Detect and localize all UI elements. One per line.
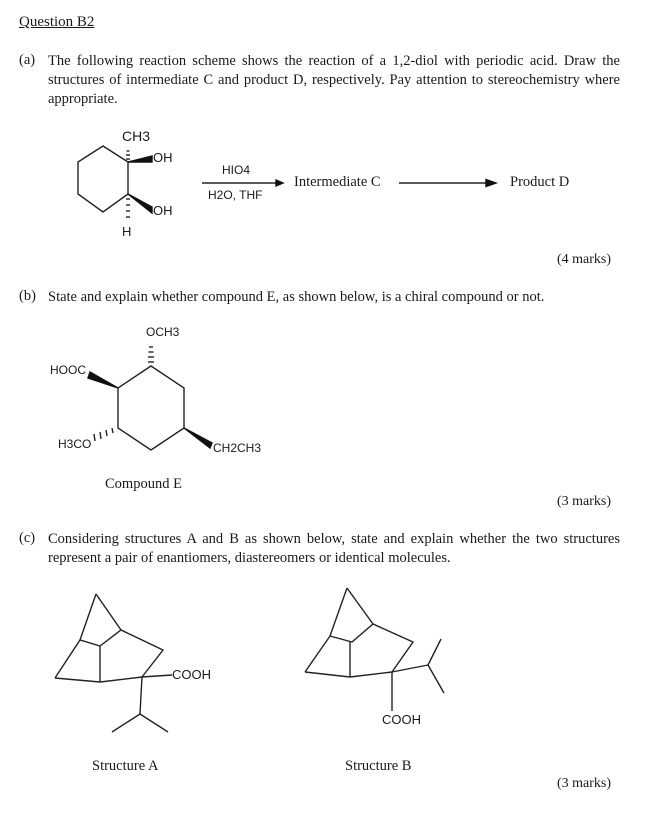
- atom-oh-top: OH: [153, 150, 173, 165]
- atom-cooh-a: COOH: [172, 667, 211, 682]
- atom-hooc: HOOC: [50, 363, 86, 377]
- atom-h3co: H3CO: [58, 437, 92, 451]
- atom-h: H: [122, 224, 132, 239]
- part-c-marks: (3 marks): [557, 776, 612, 791]
- atom-oh-bottom: OH: [153, 203, 173, 218]
- atom-ch2ch3: CH2CH3: [213, 441, 262, 455]
- reagent-bottom: H2O, THF: [208, 188, 263, 202]
- part-a-text: The following reaction scheme shows the reaction of a 1,2-diol with periodic acid. Draw the structures of intermediate C and product D, respectively. Pay attention to stereochemistry where appropriate.: [48, 53, 620, 107]
- structure-b-skeleton: [305, 588, 444, 711]
- atom-och3: OCH3: [146, 325, 180, 339]
- structure-a-label: Structure A: [92, 758, 159, 774]
- part-b-label: (b): [19, 288, 36, 304]
- part-a-label: (a): [19, 52, 36, 68]
- atom-ch3: CH3: [122, 128, 151, 144]
- part-c-label: (c): [19, 530, 36, 546]
- part-b-text: State and explain whether compound E, as shown below, is a chiral compound or not.: [48, 289, 545, 305]
- part-b-marks: (3 marks): [557, 494, 612, 509]
- reagent-top: HIO4: [222, 163, 251, 177]
- part-a-marks: (4 marks): [557, 252, 612, 267]
- intermediate-c-label: Intermediate C: [294, 174, 381, 190]
- question-title: Question B2: [19, 14, 95, 30]
- part-c-text: Considering structures A and B as shown below, state and explain whether the two structures represent a pair of enantiomers, diastereomers or identical molecules.: [48, 531, 620, 566]
- structure-b-label: Structure B: [345, 758, 412, 774]
- product-d-label: Product D: [510, 174, 570, 190]
- structure-a-skeleton: [55, 594, 172, 732]
- atom-cooh-b: COOH: [382, 712, 421, 727]
- compound-e-label: Compound E: [105, 476, 182, 492]
